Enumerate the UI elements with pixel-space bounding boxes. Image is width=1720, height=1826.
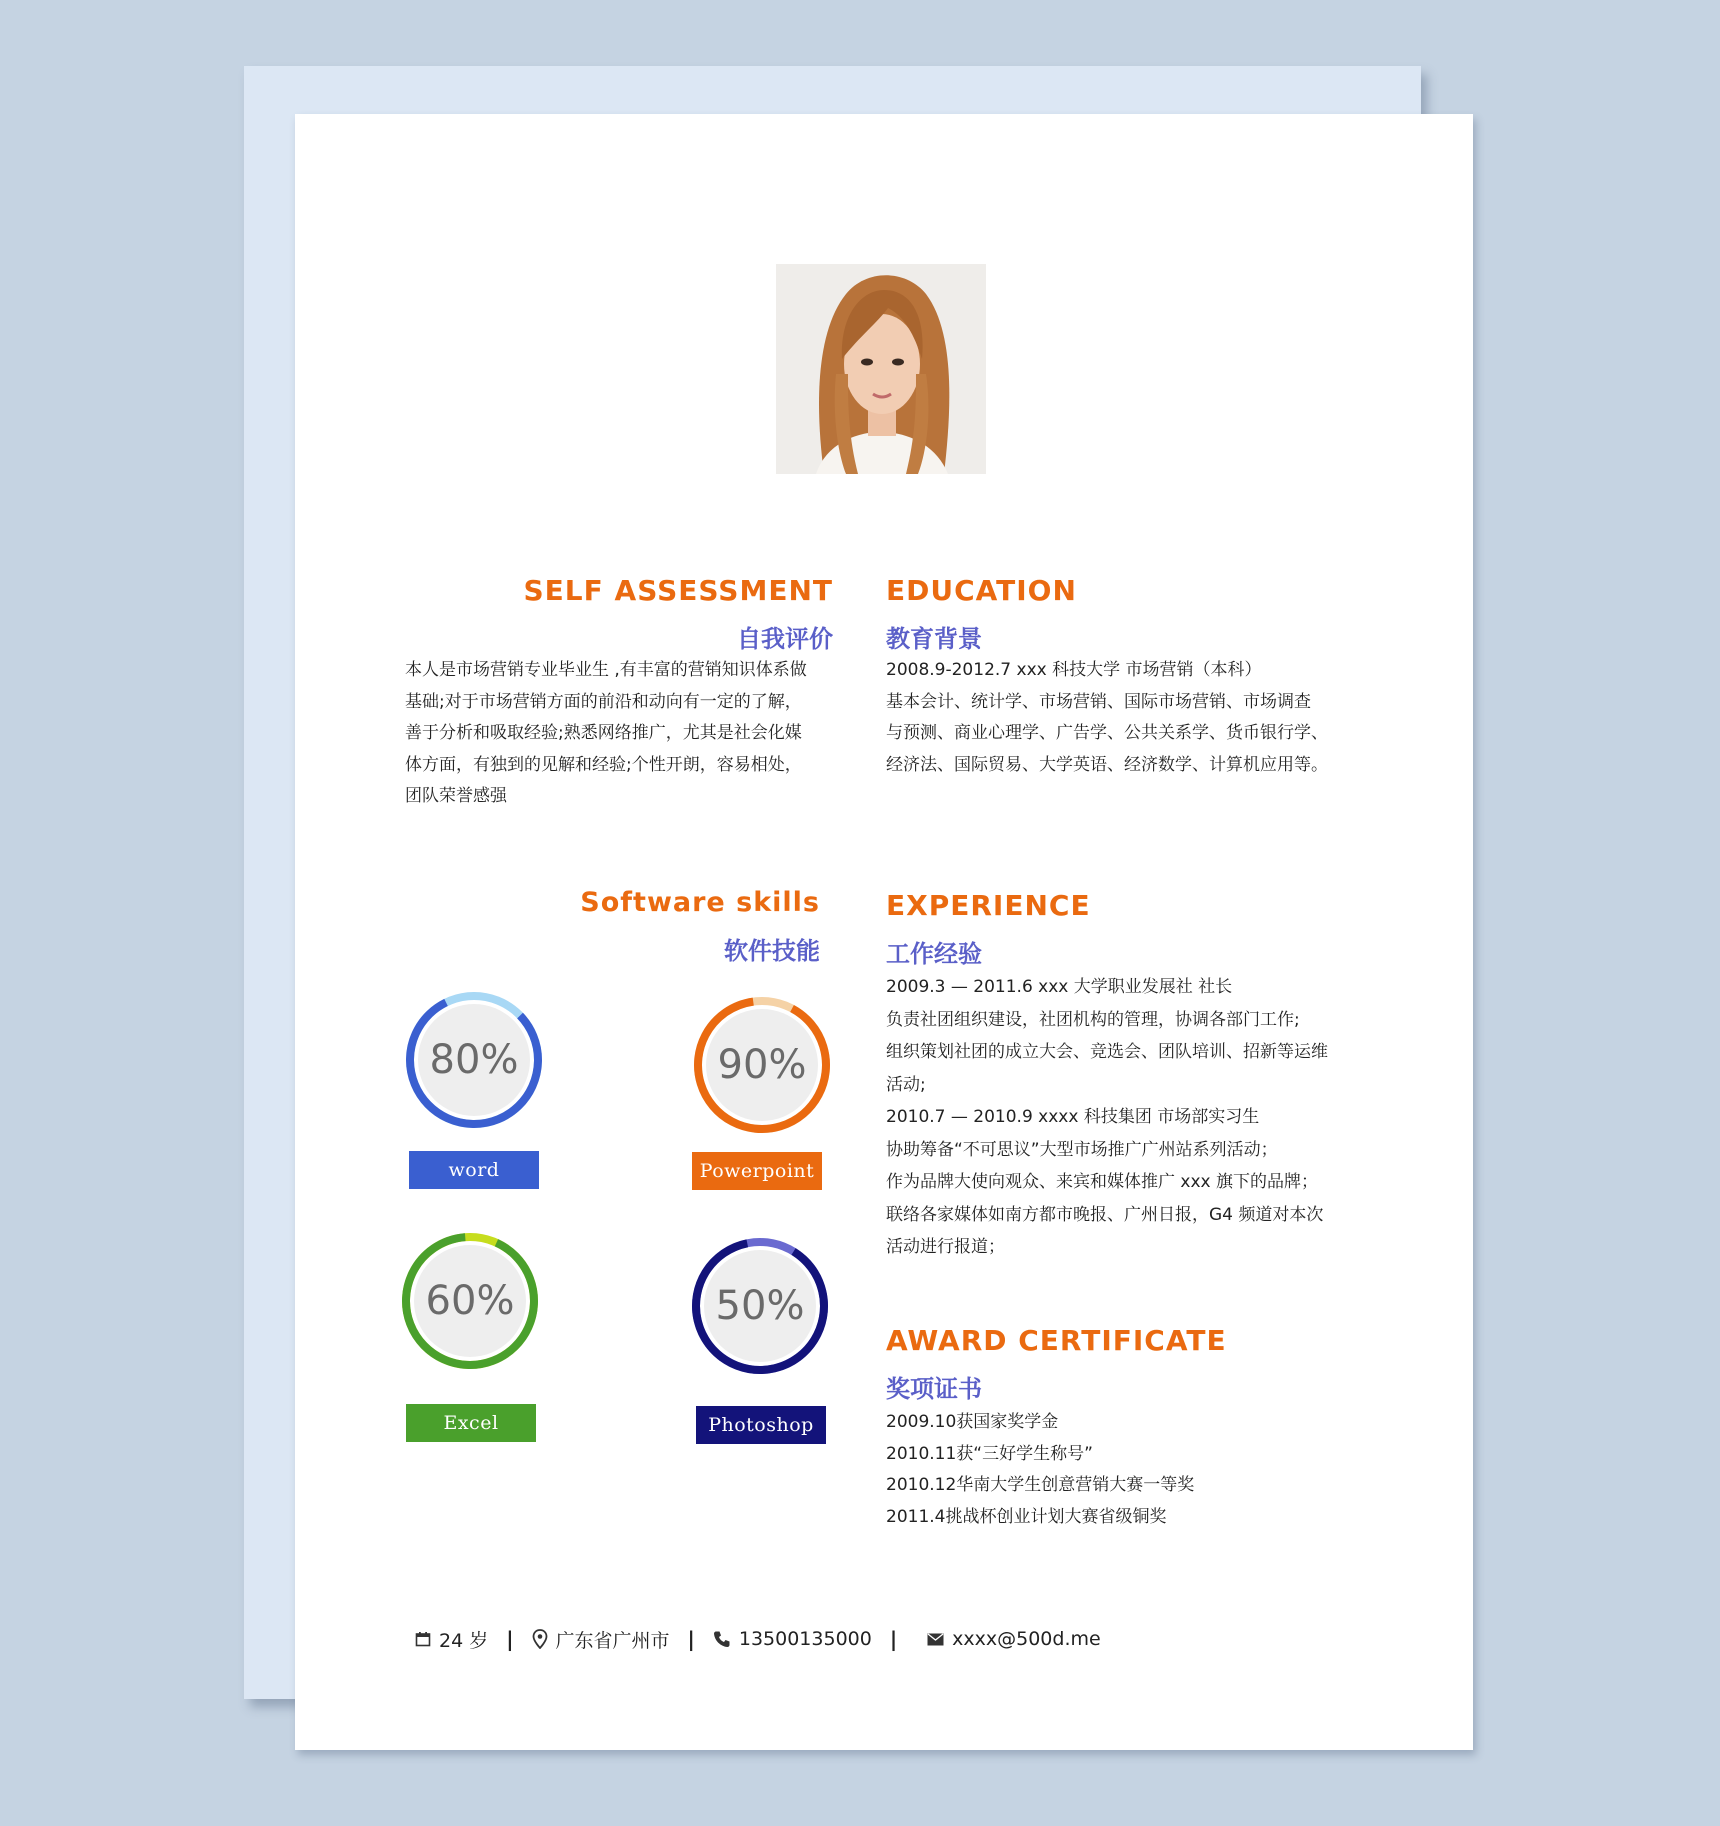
self-assessment-line: 体方面，有独到的见解和经验;个性开朗，容易相处， [405,754,802,775]
experience-line: 作为品牌大使向观众、来宾和媒体推广 xxx 旗下的品牌； [886,1172,1318,1192]
skill-label-word: word [409,1151,539,1189]
education-line: 2008.9-2012.7 xxx 科技大学 市场营销（本科） [886,660,1262,680]
education-line: 基本会计、统计学、市场营销、国际市场营销、市场调查 [886,691,1311,712]
location-pin-icon [532,1629,548,1649]
email-text: xxxx@500d.me [952,1628,1101,1650]
skill-ring-photoshop [689,1235,831,1377]
experience-line: 2010.7 — 2010.9 xxxx 科技集团 市场部实习生 [886,1107,1260,1127]
skill-percent: 90% [717,1042,807,1088]
experience-text [886,971,1328,1264]
award-subtitle: 奖项证书 [886,1375,982,1403]
skill-percent: 80% [429,1037,519,1083]
self-assessment-subtitle: 自我评价 [737,625,833,653]
self-assessment-title: SELF ASSESSMENT [523,574,833,607]
award-line: 2011.4挑战杯创业计划大赛省级铜奖 [886,1506,1167,1527]
skill-ring-excel [399,1230,541,1372]
experience-line: 负责社团组织建设，社团机构的管理，协调各部门工作; [886,1009,1300,1030]
education-text [886,655,1328,781]
portrait-image [776,264,986,474]
experience-line: 联络各家媒体如南方都市晚报、广州日报，G4 频道对本次 [886,1204,1324,1225]
experience-title: EXPERIENCE [886,889,1091,922]
skill-label-excel: Excel [406,1404,536,1442]
footer-separator: | [687,1627,695,1651]
self-assessment-line: 善于分析和吸取经验;熟悉网络推广，尤其是社会化媒 [405,723,802,743]
age-text: 24 岁 [439,1629,489,1652]
phone-text: 13500135000 [738,1628,872,1650]
self-assessment-line: 本人是市场营销专业毕业生 ,有丰富的营销知识体系做 [405,660,807,680]
skills-title: Software skills [580,887,820,918]
skill-percent: 60% [425,1278,515,1324]
footer-separator: | [889,1627,898,1651]
footer-separator: | [506,1627,514,1651]
skill-percent: 50% [715,1283,805,1329]
self-assessment-line: 团队荣誉感强 [405,786,507,806]
phone-icon [713,1630,731,1648]
award-title: AWARD CERTIFICATE [886,1324,1227,1357]
experience-line: 活动; [886,1074,926,1095]
skill-ring-word [403,989,545,1131]
education-subtitle: 教育背景 [886,625,982,653]
resume-page [295,114,1473,1750]
education-title: EDUCATION [886,574,1077,607]
skill-ring-powerpoint [691,994,833,1136]
experience-subtitle: 工作经验 [886,940,982,968]
experience-line: 组织策划社团的成立大会、竞选会、团队培训、招新等运维 [886,1042,1328,1062]
experience-line: 协助筹备“不可思议”大型市场推广广州站系列活动； [886,1139,1278,1160]
calendar-icon [415,1631,431,1647]
mail-icon [927,1633,944,1646]
profile-photo [776,264,986,474]
experience-line: 活动进行报道； [886,1237,1005,1257]
contact-footer [415,1624,1101,1654]
award-line: 2010.12华南大学生创意营销大赛一等奖 [886,1475,1195,1495]
location-text: 广东省广州市 [555,1629,670,1652]
self-assessment-line: 基础;对于市场营销方面的前沿和动向有一定的了解， [405,691,802,712]
award-text [886,1407,1194,1533]
experience-line: 2009.3 — 2011.6 xxx 大学职业发展社 社长 [886,977,1233,997]
self-assessment-text [405,655,807,813]
award-line: 2009.10获国家奖学金 [886,1412,1059,1432]
skill-label-photoshop: Photoshop [696,1406,826,1444]
award-line: 2010.11获“三好学生称号” [886,1443,1093,1464]
education-line: 经济法、国际贸易、大学英语、经济数学、计算机应用等。 [886,754,1328,775]
skill-label-powerpoint: Powerpoint [692,1152,822,1190]
skills-subtitle: 软件技能 [724,937,820,965]
education-line: 与预测、商业心理学、广告学、公共关系学、货币银行学、 [886,723,1328,743]
